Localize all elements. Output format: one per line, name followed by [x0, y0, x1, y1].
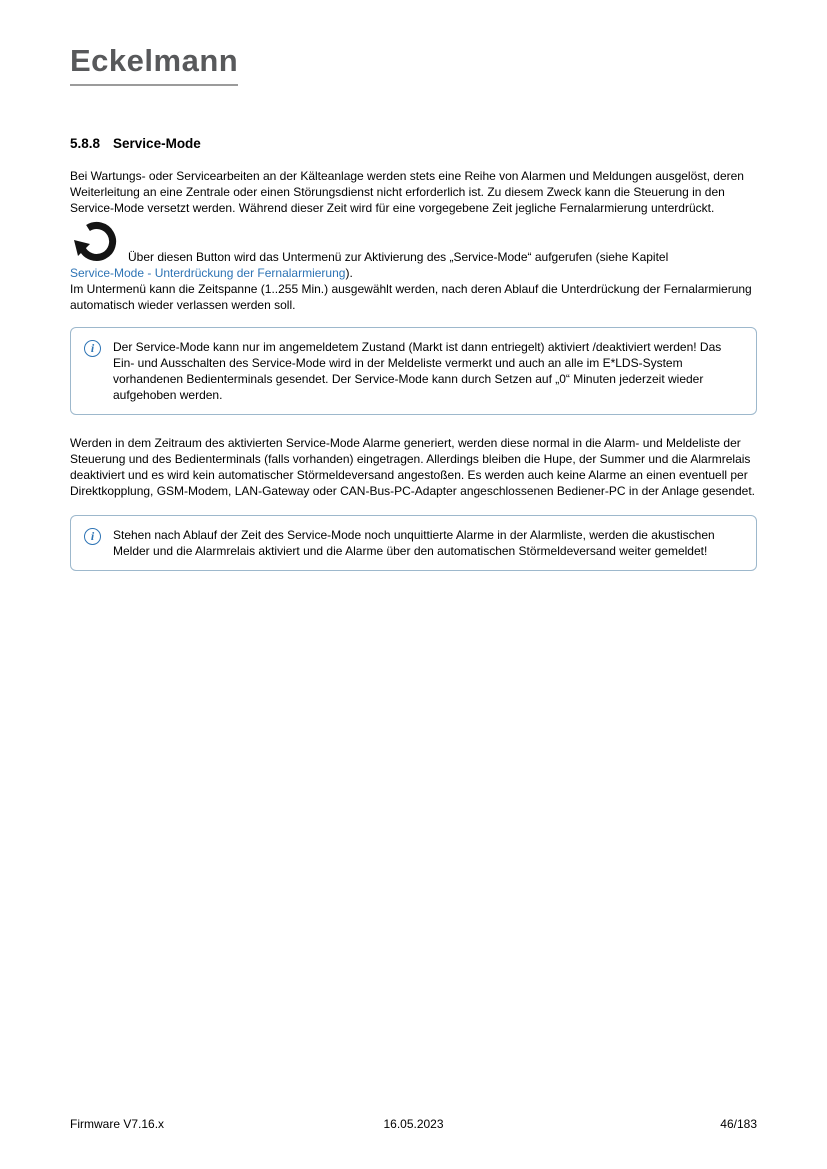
info-box-1-text: Der Service-Mode kann nur im angemeldetem Zustand (Markt ist dann entriegelt) aktiviert /deaktiviert werden! Das Ein- und Ausschalten des Service-Mode wird in der Meldeliste vermerkt und auch an alle im E*LDS-System vorhandenen Bedienterminals gesendet. Der Service-Mode kann durch Setzen auf „0“ Minuten jederzeit wieder aufgehoben werden.	[113, 340, 722, 403]
text-after-link: ).	[345, 266, 353, 281]
text-submenu-info: Im Untermenü kann die Zeitspanne (1..255 Min.) ausgewählt werden, nach deren Ablauf die Unterdrückung der Fernalarmierung automatisch wieder verlassen werden soll.	[70, 282, 752, 313]
info-box-unacknowledged-alarms	[70, 515, 757, 571]
paragraph-service-button	[70, 221, 757, 313]
section-heading	[70, 136, 757, 151]
chapter-cross-reference-link[interactable]: Service-Mode - Unterdrückung der Fernalarmierung	[70, 266, 346, 281]
footer-page-number: 46/183	[720, 1117, 757, 1131]
page-footer	[70, 1117, 757, 1131]
info-icon: i	[84, 340, 101, 357]
paragraph-alarm-behaviour: Werden in dem Zeitraum des aktivierten Service-Mode Alarme generiert, werden diese normal in die Alarm- und Meldeliste der Steuerung und des Bedienterminals (falls vorhanden) eingetragen. Allerdings bleiben die Hupe, der Summer und die Alarmrelais deaktiviert und es wird kein automatischer Störmeldeversand angestoßen. Es werden auch keine Alarme an einen eventuell per Direktkopplung, GSM-Modem, LAN-Gateway oder CAN-Bus-PC-Adapter angeschlossenen Bediener-PC in der Anlage gesendet.	[70, 436, 756, 499]
footer-firmware-version: Firmware V7.16.x	[70, 1117, 165, 1131]
info-icon: i	[84, 528, 101, 545]
section-number: 5.8.8	[70, 136, 101, 152]
page-content	[0, 0, 827, 571]
service-mode-button-icon	[70, 221, 120, 265]
header	[70, 44, 757, 86]
info-box-service-mode-activation	[70, 327, 757, 415]
text-before-link: Über diesen Button wird das Untermenü zur Aktivierung des „Service-Mode“ aufgerufen (siehe Kapitel	[128, 250, 669, 265]
section-title: Service-Mode	[113, 136, 201, 152]
company-logo: Eckelmann	[70, 44, 238, 86]
info-box-2-text: Stehen nach Ablauf der Zeit des Service-Mode noch unquittierte Alarme in der Alarmliste, werden die akustischen Melder und die Alarmrelais aktiviert und die Alarme über den automatischen Störmeldeversand weiter gemeldet!	[113, 528, 715, 559]
footer-date: 16.05.2023	[383, 1117, 444, 1131]
paragraph-intro: Bei Wartungs- oder Servicearbeiten an der Kälteanlage werden stets eine Reihe von Alarmen und Meldungen ausgelöst, deren Weiterleitung an eine Zentrale oder einen Störungsdienst nicht erforderlich ist. Zu diesem Zweck kann die Steuerung in den Service-Mode versetzt werden. Während dieser Zeit wird für eine vorgegebene Zeit jegliche Fernalarmierung unterdrückt.	[70, 169, 744, 216]
